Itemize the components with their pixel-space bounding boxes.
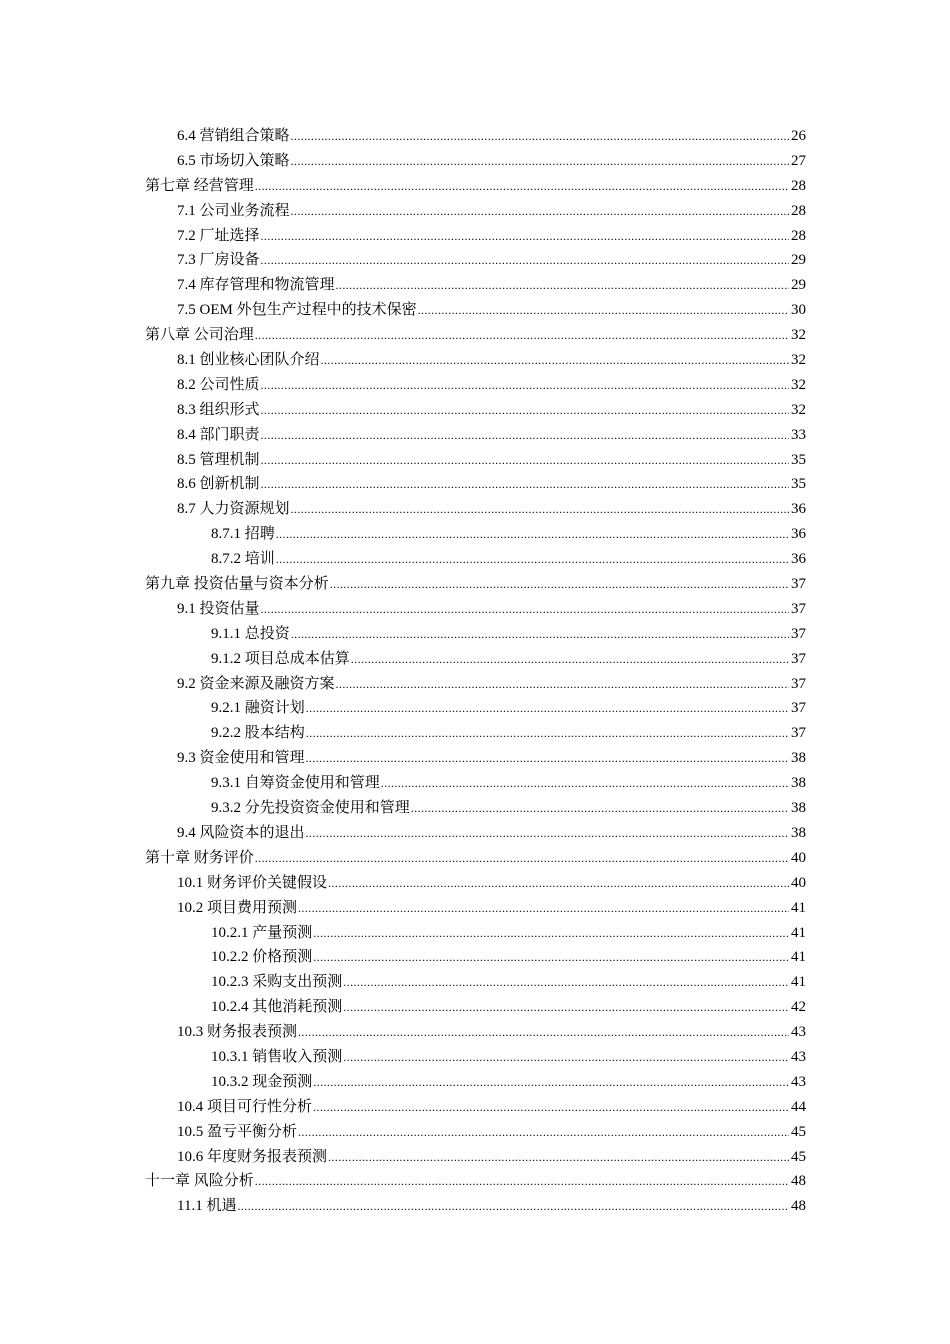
- toc-dot-leader: [343, 970, 789, 995]
- toc-page-number: 41: [791, 924, 806, 941]
- toc-page-number: 38: [791, 775, 806, 792]
- toc-dot-leader: [330, 572, 789, 597]
- toc-dot-leader: [336, 672, 789, 697]
- toc-entry[interactable]: [0, 423, 950, 448]
- toc-page-number: 30: [791, 302, 806, 319]
- toc-dot-leader: [261, 373, 789, 398]
- toc-dot-leader: [418, 298, 789, 323]
- toc-page-number: 44: [791, 1098, 806, 1115]
- toc-page-number: 41: [791, 899, 806, 916]
- toc-page-number: 42: [791, 999, 806, 1016]
- toc-entry-title: 7.3 厂房设备: [177, 252, 260, 269]
- toc-entry[interactable]: [0, 373, 950, 398]
- toc-dot-leader: [306, 821, 789, 846]
- toc-entry-title: 10.3.1 销售收入预测: [211, 1048, 343, 1065]
- toc-entry-title: 10.6 年度财务报表预测: [177, 1148, 328, 1165]
- toc-entry-title: 10.2.4 其他消耗预测: [211, 999, 343, 1016]
- toc-page-number: 37: [791, 576, 806, 593]
- toc-entry-title: 9.2 资金来源及融资方案: [177, 675, 335, 692]
- toc-entry[interactable]: [0, 921, 950, 946]
- toc-dot-leader: [261, 597, 789, 622]
- toc-dot-leader: [298, 1120, 789, 1145]
- toc-page-number: 37: [791, 625, 806, 642]
- toc-dot-leader: [306, 721, 789, 746]
- toc-entry-title: 7.5 OEM 外包生产过程中的技术保密: [177, 302, 417, 319]
- toc-dot-leader: [298, 896, 789, 921]
- toc-page-number: 29: [791, 252, 806, 269]
- toc-dot-leader: [313, 1070, 789, 1095]
- toc-entry[interactable]: [0, 224, 950, 249]
- toc-entry-title: 9.2.1 融资计划: [211, 700, 305, 717]
- toc-page-number: 35: [791, 476, 806, 493]
- toc-entry-title: 6.4 营销组合策略: [177, 128, 290, 144]
- toc-page-number: 37: [791, 675, 806, 692]
- toc-entry-title: 第九章 投资估量与资本分析: [145, 576, 329, 593]
- toc-page-number: 28: [791, 177, 806, 194]
- toc-dot-leader: [291, 124, 789, 149]
- toc-entry[interactable]: [0, 1070, 950, 1095]
- toc-entry[interactable]: [0, 398, 950, 423]
- toc-page-number: 41: [791, 974, 806, 991]
- toc-dot-leader: [255, 174, 789, 199]
- toc-page-number: 36: [791, 551, 806, 568]
- toc-entry-title: 10.2 项目费用预测: [177, 899, 298, 916]
- toc-entry[interactable]: [0, 622, 950, 647]
- toc-entry-title: 11.1 机遇: [177, 1198, 237, 1215]
- toc-page-number: 37: [791, 725, 806, 742]
- toc-dot-leader: [261, 398, 789, 423]
- toc-dot-leader: [411, 796, 789, 821]
- toc-dot-leader: [291, 622, 789, 647]
- toc-page-number: 40: [791, 874, 806, 891]
- toc-entry-title: 8.2 公司性质: [177, 376, 260, 393]
- toc-entry-title: 10.2.1 产量预测: [211, 924, 313, 941]
- toc-dot-leader: [261, 224, 789, 249]
- toc-entry[interactable]: [0, 1045, 950, 1070]
- toc-page-number: 41: [791, 949, 806, 966]
- toc-entry[interactable]: [0, 149, 950, 174]
- toc-page-number: 28: [791, 227, 806, 244]
- toc-entry-title: 7.4 库存管理和物流管理: [177, 277, 335, 294]
- toc-entry[interactable]: [0, 199, 950, 224]
- toc-dot-leader: [298, 1020, 789, 1045]
- toc-entry[interactable]: [0, 547, 950, 572]
- toc-entry-title: 9.3.1 自筹资金使用和管理: [211, 775, 380, 792]
- toc-entry[interactable]: [0, 995, 950, 1020]
- toc-entry-title: 9.3 资金使用和管理: [177, 750, 305, 767]
- toc-dot-leader: [321, 348, 789, 373]
- toc-dot-leader: [261, 448, 789, 473]
- toc-dot-leader: [276, 547, 789, 572]
- toc-page-number: 32: [791, 401, 806, 418]
- toc-entry[interactable]: [0, 497, 950, 522]
- toc-page-number: 36: [791, 526, 806, 543]
- toc-entry-title: 10.5 盈亏平衡分析: [177, 1123, 298, 1140]
- toc-page-number: 38: [791, 800, 806, 817]
- toc-entry-title: 7.1 公司业务流程: [177, 202, 290, 219]
- toc-entry-title: 8.7.2 培训: [211, 551, 275, 568]
- toc-entry[interactable]: [0, 771, 950, 796]
- toc-entry[interactable]: [0, 821, 950, 846]
- toc-entry[interactable]: [0, 647, 950, 672]
- toc-entry[interactable]: [0, 572, 950, 597]
- table-of-contents: [0, 124, 950, 1219]
- toc-dot-leader: [261, 423, 789, 448]
- toc-entry[interactable]: [0, 298, 950, 323]
- toc-dot-leader: [255, 846, 789, 871]
- toc-entry[interactable]: [0, 174, 950, 199]
- toc-page-number: 32: [791, 327, 806, 344]
- toc-entry[interactable]: [0, 1120, 950, 1145]
- toc-entry[interactable]: [0, 871, 950, 896]
- toc-page-number: 29: [791, 277, 806, 294]
- toc-entry[interactable]: [0, 273, 950, 298]
- toc-page-number: 26: [791, 128, 806, 144]
- toc-dot-leader: [291, 199, 789, 224]
- toc-page-number: 37: [791, 650, 806, 667]
- toc-entry[interactable]: [0, 348, 950, 373]
- toc-entry-title: 8.3 组织形式: [177, 401, 260, 418]
- toc-page-number: 37: [791, 700, 806, 717]
- toc-dot-leader: [255, 323, 789, 348]
- toc-dot-leader: [313, 921, 789, 946]
- toc-entry[interactable]: [0, 448, 950, 473]
- toc-dot-leader: [291, 149, 789, 174]
- toc-entry[interactable]: [0, 1095, 950, 1120]
- toc-dot-leader: [261, 472, 789, 497]
- toc-entry-title: 8.4 部门职责: [177, 426, 260, 443]
- toc-entry[interactable]: [0, 124, 950, 149]
- toc-entry-title: 7.2 厂址选择: [177, 227, 260, 244]
- toc-page-number: 38: [791, 824, 806, 841]
- toc-entry-title: 10.3 财务报表预测: [177, 1024, 298, 1041]
- toc-entry[interactable]: [0, 846, 950, 871]
- toc-entry-title: 9.1.2 项目总成本估算: [211, 650, 350, 667]
- toc-entry-title: 10.2.2 价格预测: [211, 949, 313, 966]
- toc-page-number: 32: [791, 376, 806, 393]
- toc-page-number: 43: [791, 1024, 806, 1041]
- toc-entry-title: 10.3.2 现金预测: [211, 1073, 313, 1090]
- toc-entry[interactable]: [0, 472, 950, 497]
- toc-entry-title: 9.2.2 股本结构: [211, 725, 305, 742]
- toc-entry-title: 第十章 财务评价: [145, 849, 254, 866]
- toc-dot-leader: [306, 746, 789, 771]
- toc-entry[interactable]: [0, 1145, 950, 1170]
- toc-dot-leader: [237, 1194, 789, 1219]
- toc-page-number: 28: [791, 202, 806, 219]
- toc-entry-title: 9.3.2 分先投资资金使用和管理: [211, 800, 410, 817]
- toc-dot-leader: [381, 771, 789, 796]
- toc-dot-leader: [343, 1045, 789, 1070]
- toc-entry-title: 10.2.3 采购支出预测: [211, 974, 343, 991]
- toc-dot-leader: [313, 1095, 789, 1120]
- toc-entry[interactable]: [0, 597, 950, 622]
- toc-entry-title: 8.1 创业核心团队介绍: [177, 352, 320, 369]
- toc-entry[interactable]: [0, 746, 950, 771]
- toc-entry-title: 8.7.1 招聘: [211, 526, 275, 543]
- toc-entry[interactable]: [0, 696, 950, 721]
- toc-entry[interactable]: [0, 1169, 950, 1194]
- toc-page-number: 40: [791, 849, 806, 866]
- toc-entry[interactable]: [0, 721, 950, 746]
- toc-entry-title: 第七章 经营管理: [145, 177, 254, 194]
- toc-page-number: 37: [791, 600, 806, 617]
- toc-dot-leader: [306, 696, 789, 721]
- toc-entry-title: 9.1 投资估量: [177, 600, 260, 617]
- toc-dot-leader: [343, 995, 789, 1020]
- toc-dot-leader: [255, 1169, 789, 1194]
- toc-dot-leader: [313, 945, 789, 970]
- toc-page-number: 45: [791, 1148, 806, 1165]
- toc-dot-leader: [328, 871, 789, 896]
- toc-page-number: 43: [791, 1048, 806, 1065]
- toc-page-number: 43: [791, 1073, 806, 1090]
- toc-dot-leader: [336, 273, 789, 298]
- toc-entry-title: 8.6 创新机制: [177, 476, 260, 493]
- toc-entry-title: 9.1.1 总投资: [211, 625, 290, 642]
- toc-entry[interactable]: [0, 1020, 950, 1045]
- toc-entry[interactable]: [0, 970, 950, 995]
- toc-entry[interactable]: [0, 1194, 950, 1219]
- toc-page-number: 48: [791, 1198, 806, 1215]
- toc-dot-leader: [276, 522, 789, 547]
- toc-entry[interactable]: [0, 248, 950, 273]
- toc-page-number: 38: [791, 750, 806, 767]
- toc-entry-title: 第八章 公司治理: [145, 327, 254, 344]
- toc-entry[interactable]: [0, 896, 950, 921]
- toc-entry-title: 十一章 风险分析: [145, 1173, 254, 1190]
- toc-entry[interactable]: [0, 522, 950, 547]
- toc-dot-leader: [328, 1145, 789, 1170]
- toc-entry[interactable]: [0, 945, 950, 970]
- toc-entry[interactable]: [0, 796, 950, 821]
- toc-entry[interactable]: [0, 323, 950, 348]
- toc-entry-title: 8.7 人力资源规划: [177, 501, 290, 518]
- toc-entry-title: 10.4 项目可行性分析: [177, 1098, 313, 1115]
- toc-page-number: 45: [791, 1123, 806, 1140]
- toc-entry-title: 8.5 管理机制: [177, 451, 260, 468]
- toc-dot-leader: [261, 248, 789, 273]
- toc-page-number: 27: [791, 152, 806, 169]
- toc-entry-title: 9.4 风险资本的退出: [177, 824, 305, 841]
- toc-entry-title: 6.5 市场切入策略: [177, 152, 290, 169]
- toc-entry-title: 10.1 财务评价关键假设: [177, 874, 328, 891]
- toc-page-number: 36: [791, 501, 806, 518]
- toc-page-number: 48: [791, 1173, 806, 1190]
- toc-page-number: 33: [791, 426, 806, 443]
- toc-dot-leader: [291, 497, 789, 522]
- toc-entry[interactable]: [0, 672, 950, 697]
- toc-page-number: 35: [791, 451, 806, 468]
- toc-page-number: 32: [791, 352, 806, 369]
- toc-dot-leader: [351, 647, 789, 672]
